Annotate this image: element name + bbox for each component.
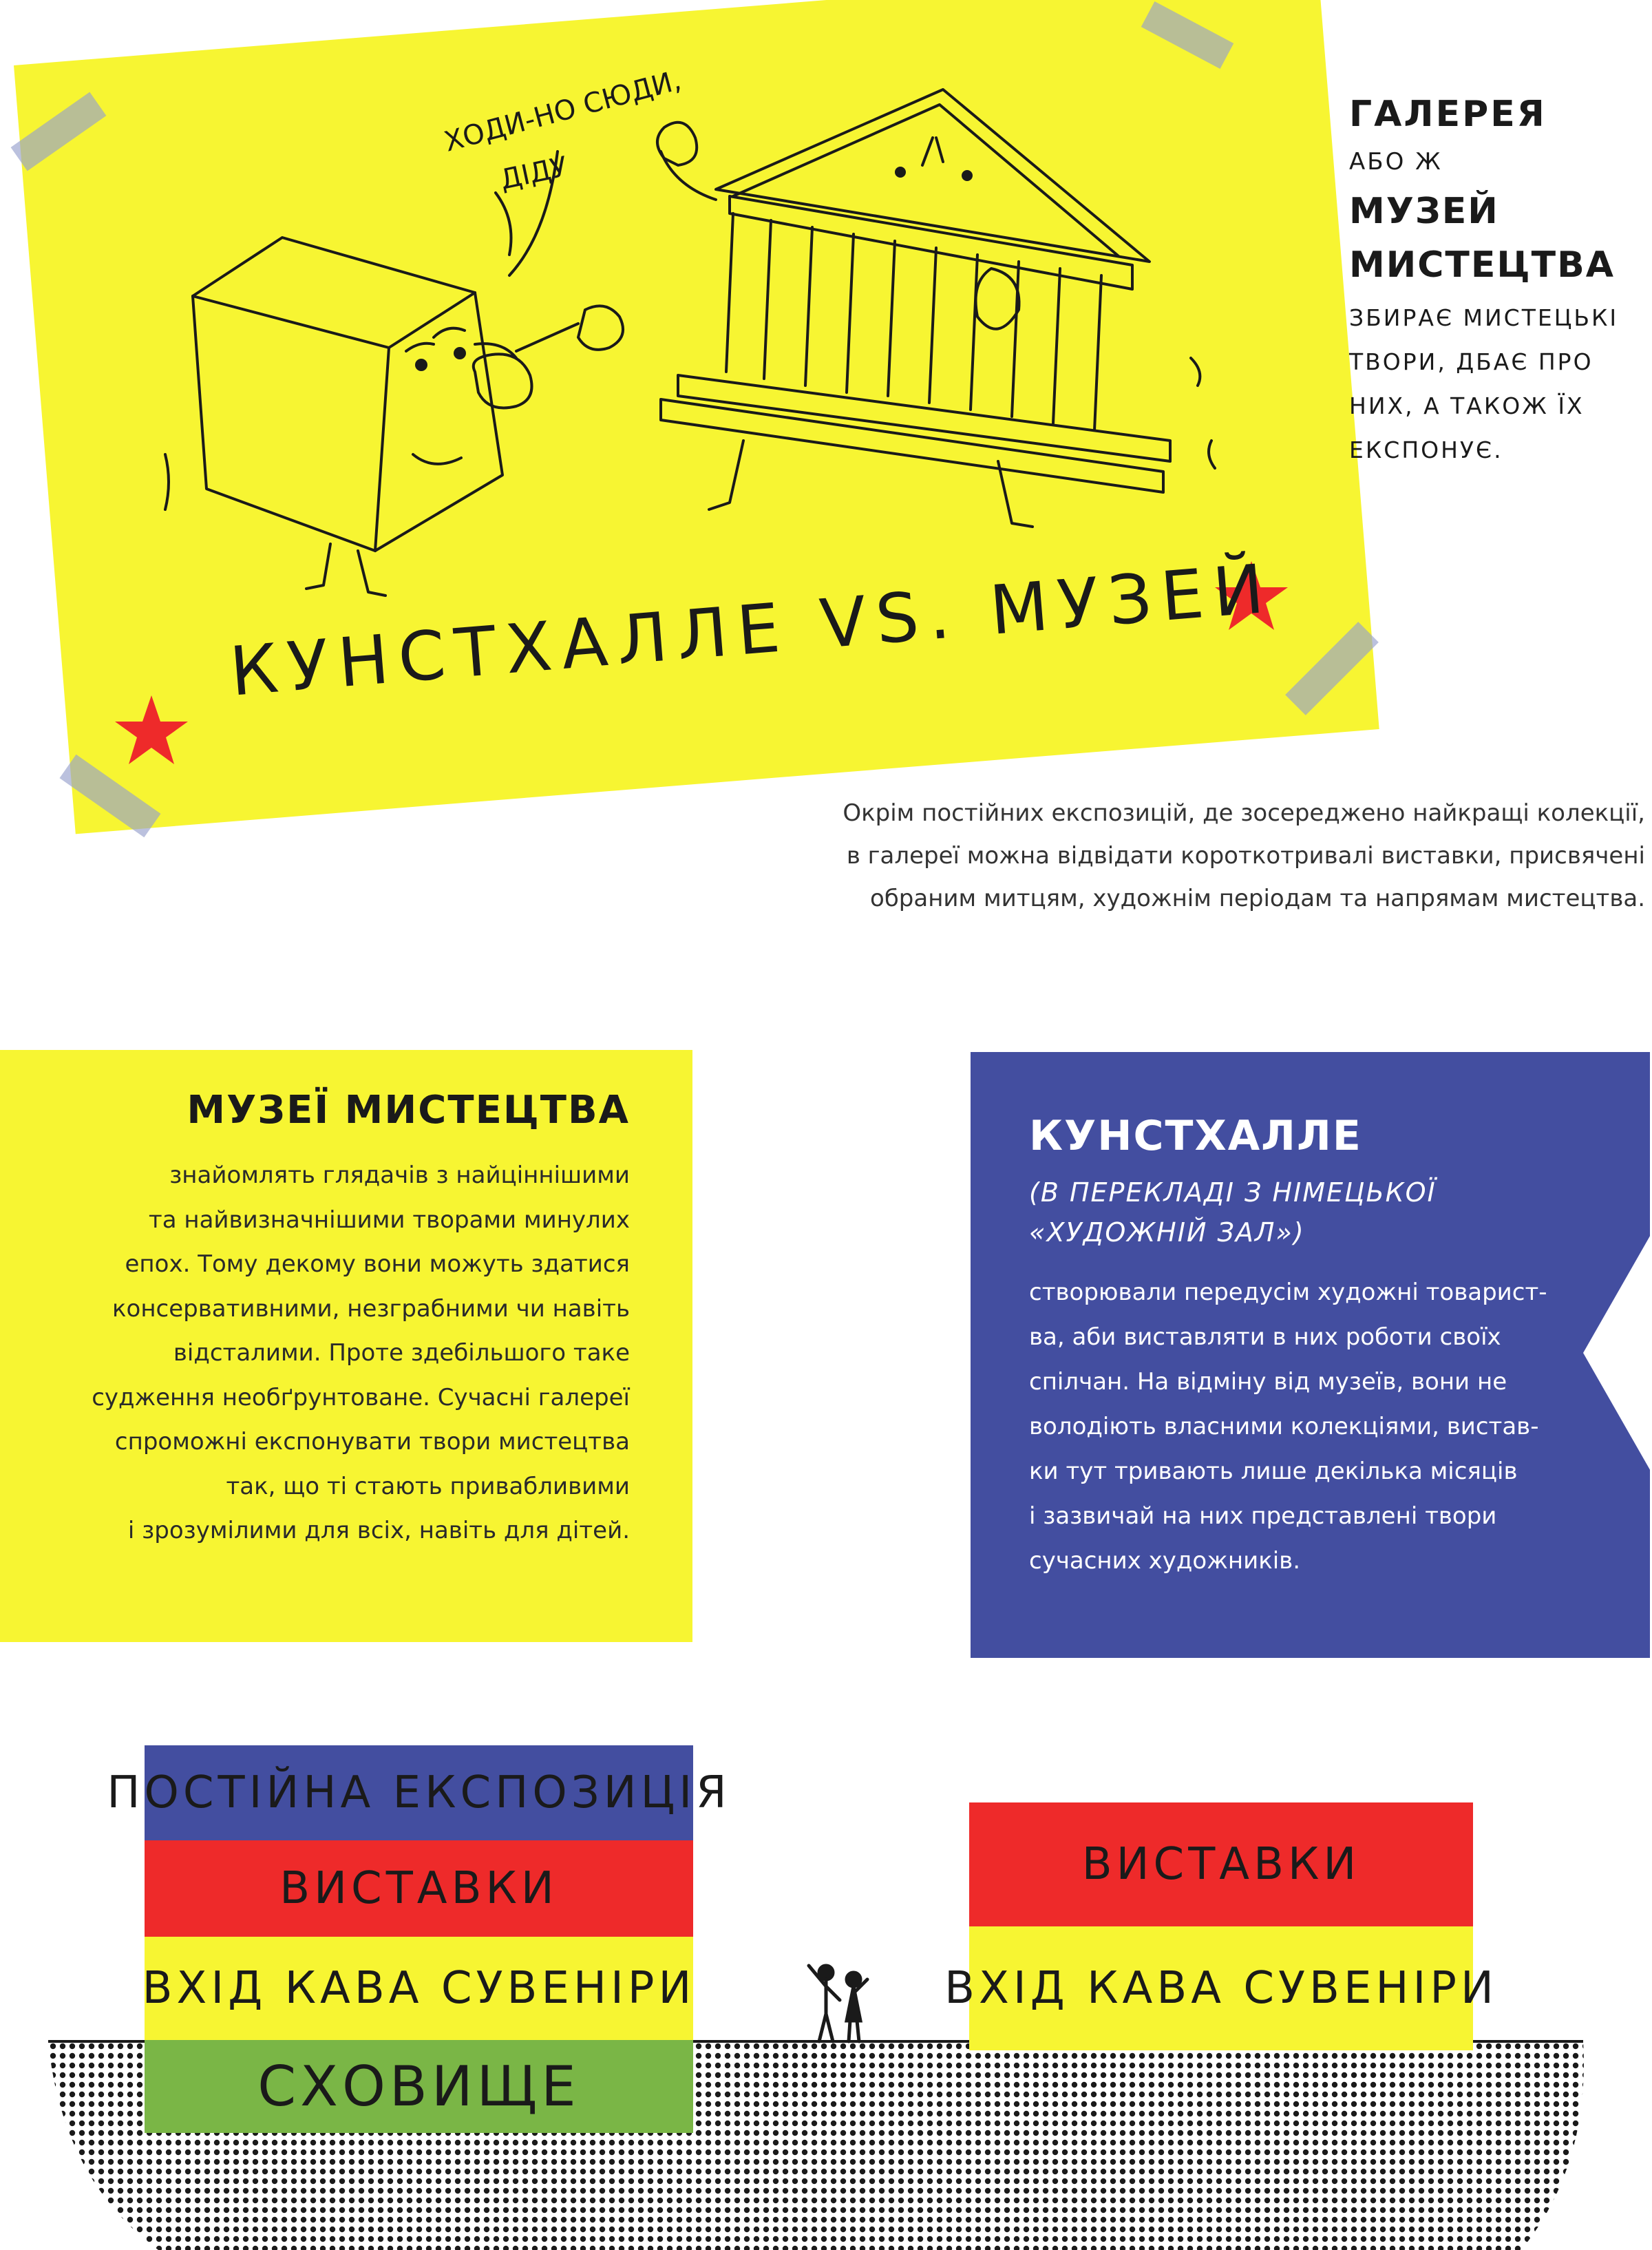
kunsthalle-line: спілчан. На відміну від музеїв, вони не (1029, 1368, 1507, 1396)
museums-line: судження необґрунтоване. Сучасні галереї (92, 1383, 630, 1411)
museum-building-upper (7, 1642, 688, 1745)
gallery-desc-line: ТВОРИ, ДБАЄ ПРО (1349, 348, 1593, 375)
speech-line-2: ДІДУ (497, 151, 571, 196)
museums-line: відсталими. Проте здебільшого таке (173, 1339, 630, 1367)
kunsthalle-line: створювали передусім художні товарист- (1029, 1279, 1547, 1306)
kunsthalle-line: і зазвичай на них представлені твори (1029, 1502, 1497, 1530)
red-star-icon (115, 695, 188, 764)
museum-character-illustration (657, 90, 1170, 527)
kunsthalle-line: володіють власними колекціями, вистав- (1029, 1413, 1539, 1440)
kunsthalle-vs-museum-title: КУНСТХАЛЛЕ VS. МУЗЕЙ (227, 549, 1277, 712)
kunsthalle-line: ки тут тривають лише декілька місяців (1029, 1458, 1518, 1485)
intro-line: Окрім постійних експозицій, де зосереджено найкращі колекції, (843, 799, 1645, 827)
intro-line: в галереї можна відвідати короткотривалі виставки, присвячені (846, 842, 1645, 870)
museums-line: та найвизначнішими творами минулих (148, 1206, 630, 1234)
museums-title: МУЗЕЇ МИСТЕЦТВА (187, 1088, 630, 1133)
museum-basement-storage: СХОВИЩЕ (145, 2040, 693, 2133)
museums-line: епох. Тому декому вони можуть здатися (125, 1250, 630, 1278)
intro-line: обраним митцям, художнім періодам та напрямам мистецтва. (870, 885, 1645, 912)
kunsthalle-building-upper (972, 1658, 1471, 1802)
kunsthalle-subtitle-line: «ХУДОЖНІЙ ЗАЛ») (1029, 1217, 1305, 1248)
museum-floor-entrance: ВХІД КАВА СУВЕНІРИ (145, 1937, 693, 2040)
visitors-illustration (809, 1966, 867, 2041)
gallery-definition (1349, 90, 1638, 472)
kunsthalle-subtitle-line: (В ПЕРЕКЛАДІ З НІМЕЦЬКОЇ (1029, 1177, 1437, 1208)
museum-word: МУЗЕЙ (1349, 191, 1499, 232)
kunsthalle-line: ва, аби виставляти в них роботи своїх (1029, 1323, 1501, 1351)
museums-text (28, 1153, 630, 1553)
kunsthalle-floor-exhibitions: ВИСТАВКИ (969, 1802, 1473, 1926)
museum-floor-permanent-exhibition: ПОСТІЙНА ЕКСПОЗИЦІЯ (145, 1745, 693, 1840)
gallery-desc-line: ЕКСПОНУЄ. (1349, 437, 1503, 463)
museums-line: так, що ті стають привабливими (226, 1472, 630, 1500)
gallery-description (1349, 296, 1638, 472)
gallery-museum-heading (1349, 185, 1638, 292)
kunsthalle-floor-entrance: ВХІД КАВА СУВЕНІРИ (969, 1926, 1473, 2050)
speech-line-1: ХОДИ-НО СЮДИ, (441, 64, 685, 158)
gallery-desc-line: НИХ, А ТАКОЖ ЇХ (1349, 392, 1585, 419)
gallery-or-label: АБО Ж (1349, 148, 1443, 176)
museums-line: і зрозумілими для всіх, навіть для дітей. (127, 1517, 630, 1544)
kunsthalle-line: сучасних художників. (1029, 1547, 1301, 1575)
art-word: МИСТЕЦТВА (1349, 244, 1616, 286)
cube-character-illustration (193, 193, 623, 596)
intro-paragraph (620, 792, 1645, 920)
panel-notch (1583, 1232, 1652, 1473)
museum-floor-exhibitions: ВИСТАВКИ (145, 1840, 693, 1937)
museums-line: спроможні експонувати твори мистецтва (114, 1428, 630, 1455)
museums-line: знайомлять глядачів з найціннішими (169, 1161, 630, 1189)
gallery-desc-line: ЗБИРАЄ МИСТЕЦЬКІ (1349, 304, 1619, 331)
kunsthalle-text (1029, 1270, 1593, 1584)
kunsthalle-title: КУНСТХАЛЛЕ (1029, 1112, 1362, 1160)
museums-line: консервативними, незграбними чи навіть (112, 1294, 630, 1323)
gallery-title: ГАЛЕРЕЯ (1349, 94, 1547, 135)
kunsthalle-subtitle (1029, 1173, 1437, 1252)
